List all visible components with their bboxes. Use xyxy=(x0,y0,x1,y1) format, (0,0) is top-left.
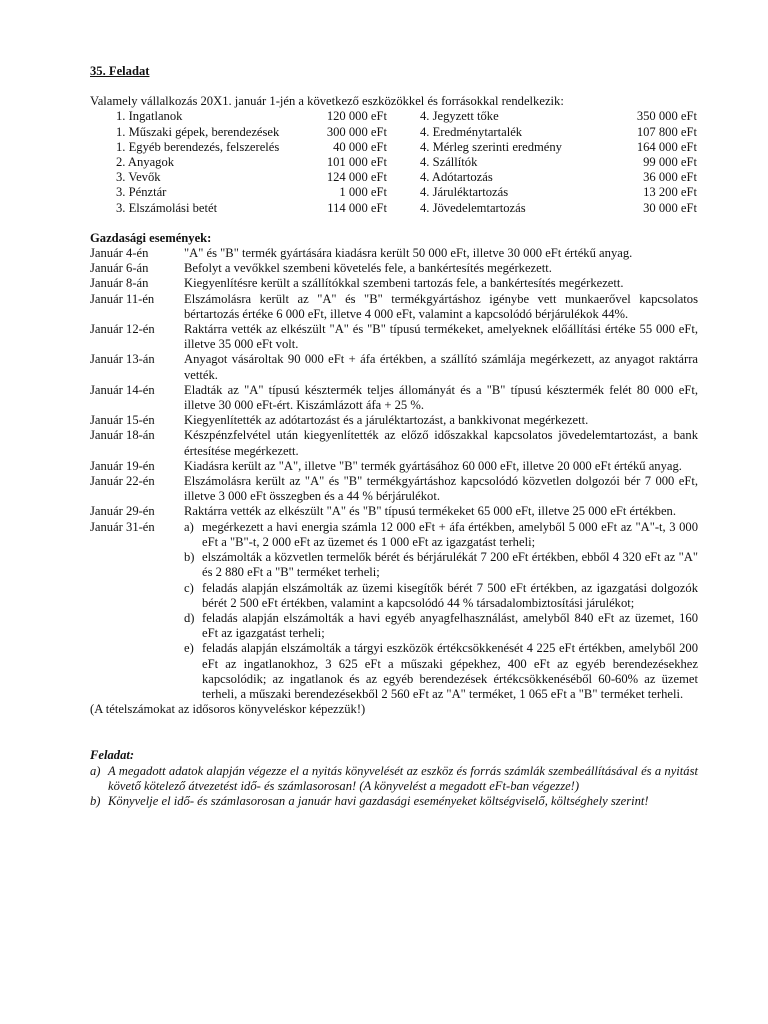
item-text: feladás alapján elszámolták az üzemi kisegítők bérét 7 500 eFt értékben, az igazgatási dolgozók bérét 2 500 eFt értékben, valamint a kapcsolódó 44 % társadalombiztosítási járulékot; xyxy=(202,580,698,610)
liabilities-column xyxy=(410,109,698,215)
asset-value: 124 000 eFt xyxy=(326,170,387,185)
event-row xyxy=(90,383,698,413)
event-text: "A" és "B" termék gyártására kiadásra került 50 000 eFt, illetve 30 000 eFt értékű anyag. xyxy=(184,246,633,261)
liability-row xyxy=(410,170,698,185)
liability-label: 4. Eredménytartalék xyxy=(420,124,523,139)
event-text: Elszámolásra került az "A" és "B" termékgyártáshoz kapcsolódó közvetlen dolgozói bér 7 000 eFt, illetve 3 000 eFt összegben és a 44 % bérjárulékot. xyxy=(184,474,698,504)
event-row xyxy=(90,459,698,474)
event-date: Január 11-én xyxy=(90,291,155,306)
event-date: Január 15-én xyxy=(90,413,155,428)
event-row xyxy=(90,413,698,428)
event-text: Kiegyenlítésre került a szállítókkal szembeni tartozás fele, a bankértesítés megérkezett. xyxy=(184,276,624,291)
event-31-item xyxy=(184,641,698,702)
liability-row xyxy=(410,109,698,124)
event-row xyxy=(90,352,698,382)
asset-label: 3. Vevők xyxy=(116,170,161,185)
task-text: Könyvelje el idő- és számlasorosan a január havi gazdasági eseményeket költségviselő, költséghely szerint! xyxy=(108,793,649,808)
asset-row xyxy=(90,140,410,155)
event-text: Elszámolásra került az "A" és "B" termékgyártáshoz igénybe vett munkaerővel kapcsolatos bértartozás értéke 6 000 eFt, illetve 4 000 eFt, valamint a kapcsolódó bérjárulékok 44%. xyxy=(184,291,698,321)
assets-column xyxy=(90,109,410,215)
asset-label: 3. Pénztár xyxy=(116,185,167,200)
event-31-item xyxy=(184,581,698,611)
item-key: c) xyxy=(184,580,194,595)
event-text: Anyagot vásároltak 90 000 eFt + áfa értékben, a szállító számlája megérkezett, az anyagot raktárra vették. xyxy=(184,352,698,382)
asset-row xyxy=(90,125,410,140)
liability-label: 4. Jövedelemtartozás xyxy=(420,200,526,215)
asset-row xyxy=(90,185,410,200)
liability-value: 13 200 eFt xyxy=(643,185,697,200)
event-date: Január 22-én xyxy=(90,474,155,489)
event-text: Kiegyenlítették az adótartozást és a járuléktartozást, a bankkivonat megérkezett. xyxy=(184,413,589,428)
item-key: d) xyxy=(184,610,195,625)
liability-value: 107 800 eFt xyxy=(636,124,697,139)
event-row xyxy=(90,261,698,276)
event-row xyxy=(90,474,698,504)
asset-label: 1. Műszaki gépek, berendezések xyxy=(116,124,280,139)
item-text: feladás alapján elszámolták a tárgyi eszközök értékcsökkenését 4 225 eFt értékben, amelyből 200 eFt az ingatlanokhoz, 3 625 eFt a műszaki gépekhez, 400 eFt az egyéb berendezésekhez kapcsolódik; az ingatlanok és az egyéb berendezések értékcsökkenéséből 60-60% az üzemet terheli, a műszaki berendezésekből 2 560 eFt az "A" terméket, 1 065 eFt a "B" terméket terheli. xyxy=(202,641,698,701)
liability-row xyxy=(410,185,698,200)
note-text: (A tételszámokat az idősoros könyveléskor képezzük!) xyxy=(90,702,366,717)
asset-value: 1 000 eFt xyxy=(339,185,387,200)
task-key: b) xyxy=(90,793,101,808)
page-title: 35. Feladat xyxy=(90,64,150,78)
asset-value: 40 000 eFt xyxy=(333,139,387,154)
asset-label: 1. Egyéb berendezés, felszerelés xyxy=(116,139,280,154)
asset-value: 300 000 eFt xyxy=(326,124,387,139)
item-key: b) xyxy=(184,550,195,565)
item-text: elszámolták a közvetlen termelők bérét és bérjárulékát 7 200 eFt értékben, ebből 4 320 eFt az "A" és 2 880 eFt a "B" terméket terheli; xyxy=(202,550,698,580)
item-key: e) xyxy=(184,641,194,656)
asset-label: 1. Ingatlanok xyxy=(116,109,183,124)
event-date: Január 29-én xyxy=(90,504,155,519)
event-text: Készpénzfelvétel után kiegyenlítették az előző időszakkal kapcsolatos jövedelemtartozást, a bank értesítése megérkezett. xyxy=(184,428,698,458)
liability-label: 4. Járuléktartozás xyxy=(420,185,509,200)
liability-label: 4. Jegyzett tőke xyxy=(420,109,499,124)
item-text: megérkezett a havi energia számla 12 000 eFt + áfa értékben, amelyből 5 000 eFt az "A"-t, 3 000 eFt a "B"-t, 2 000 eFt az üzemet és 1 000 eFt az igazgatást terheli; xyxy=(202,519,698,549)
liability-row xyxy=(410,155,698,170)
event-date: Január 4-én xyxy=(90,246,149,261)
event-row xyxy=(90,322,698,352)
asset-value: 101 000 eFt xyxy=(326,155,387,170)
event-31-item xyxy=(184,611,698,641)
asset-row xyxy=(90,201,410,216)
liability-value: 350 000 eFt xyxy=(636,109,697,124)
liability-value: 36 000 eFt xyxy=(643,170,697,185)
task-heading: Feladat: xyxy=(90,748,135,763)
document-page xyxy=(90,64,698,809)
event-date: Január 31-én xyxy=(90,519,155,534)
asset-value: 114 000 eFt xyxy=(327,200,387,215)
event-text: Befolyt a vevőkkel szembeni követelés fele, a bankértesítés megérkezett. xyxy=(184,261,552,276)
event-31-items xyxy=(184,520,698,702)
event-row xyxy=(90,504,698,519)
liability-value: 30 000 eFt xyxy=(643,200,697,215)
asset-row xyxy=(90,170,410,185)
event-row xyxy=(90,428,698,458)
opening-balance xyxy=(90,109,698,215)
liability-value: 164 000 eFt xyxy=(636,139,697,154)
event-text: Raktárra vették az elkészült "A" és "B" típusú termékeket, amelyeknek előállítási értéke 55 000 eFt, illetve 35 000 eFt volt. xyxy=(184,322,698,352)
task-item xyxy=(90,794,698,809)
event-date: Január 12-én xyxy=(90,322,155,337)
event-row xyxy=(90,292,698,322)
task-text: A megadott adatok alapján végezze el a nyitás könyvelését az eszköz és forrás számlák szembeállításával és a nyitást követő kötelező átvezetést idő- és számlasorosan! (A könyvelést a megadott eFt-ban végezze!) xyxy=(108,763,698,793)
event-date: Január 14-én xyxy=(90,382,155,397)
events-list xyxy=(90,246,698,702)
task-item xyxy=(90,764,698,794)
item-key: a) xyxy=(184,519,194,534)
event-row xyxy=(90,276,698,291)
task-key: a) xyxy=(90,763,101,778)
liability-label: 4. Adótartozás xyxy=(420,170,493,185)
event-31-item xyxy=(184,550,698,580)
liability-label: 4. Szállítók xyxy=(420,155,478,170)
event-text: Eladták az "A" típusú késztermék teljes állományát és a "B" típusú késztermék felét 80 000 eFt, illetve 30 000 eFt-ért. Kiszámlázott áfa + 25 %. xyxy=(184,382,698,413)
event-31-item xyxy=(184,520,698,550)
liability-label: 4. Mérleg szerinti eredmény xyxy=(420,139,562,154)
item-text: feladás alapján elszámolták a havi egyéb anyagfelhasználást, amelyből 840 eFt az üzemet, 160 eFt az igazgatást terheli; xyxy=(202,610,698,641)
liability-value: 99 000 eFt xyxy=(643,155,697,170)
asset-row xyxy=(90,155,410,170)
event-date: Január 6-án xyxy=(90,261,149,276)
event-date: Január 8-án xyxy=(90,276,149,291)
event-date: Január 19-én xyxy=(90,458,155,473)
asset-label: 3. Elszámolási betét xyxy=(116,200,218,215)
event-row xyxy=(90,246,698,261)
event-row-january-31 xyxy=(90,520,698,702)
asset-value: 120 000 eFt xyxy=(326,109,387,124)
asset-label: 2. Anyagok xyxy=(116,155,175,170)
intro-text: Valamely vállalkozás 20X1. január 1-jén a következő eszközökkel és forrásokkal rendelkezik: xyxy=(90,94,564,109)
liability-row xyxy=(410,125,698,140)
event-date: Január 18-án xyxy=(90,428,155,443)
events-heading: Gazdasági események: xyxy=(90,230,212,245)
event-text: Raktárra vették az elkészült "A" és "B" típusú termékeket 65 000 eFt, illetve 25 000 eFt értékben. xyxy=(184,504,676,519)
event-date: Január 13-án xyxy=(90,352,155,367)
liability-row xyxy=(410,201,698,216)
event-text: Kiadásra került az "A", illetve "B" termék gyártásához 60 000 eFt, illetve 20 000 eFt értékű anyag. xyxy=(184,458,682,473)
asset-row xyxy=(90,109,410,124)
liability-row xyxy=(410,140,698,155)
